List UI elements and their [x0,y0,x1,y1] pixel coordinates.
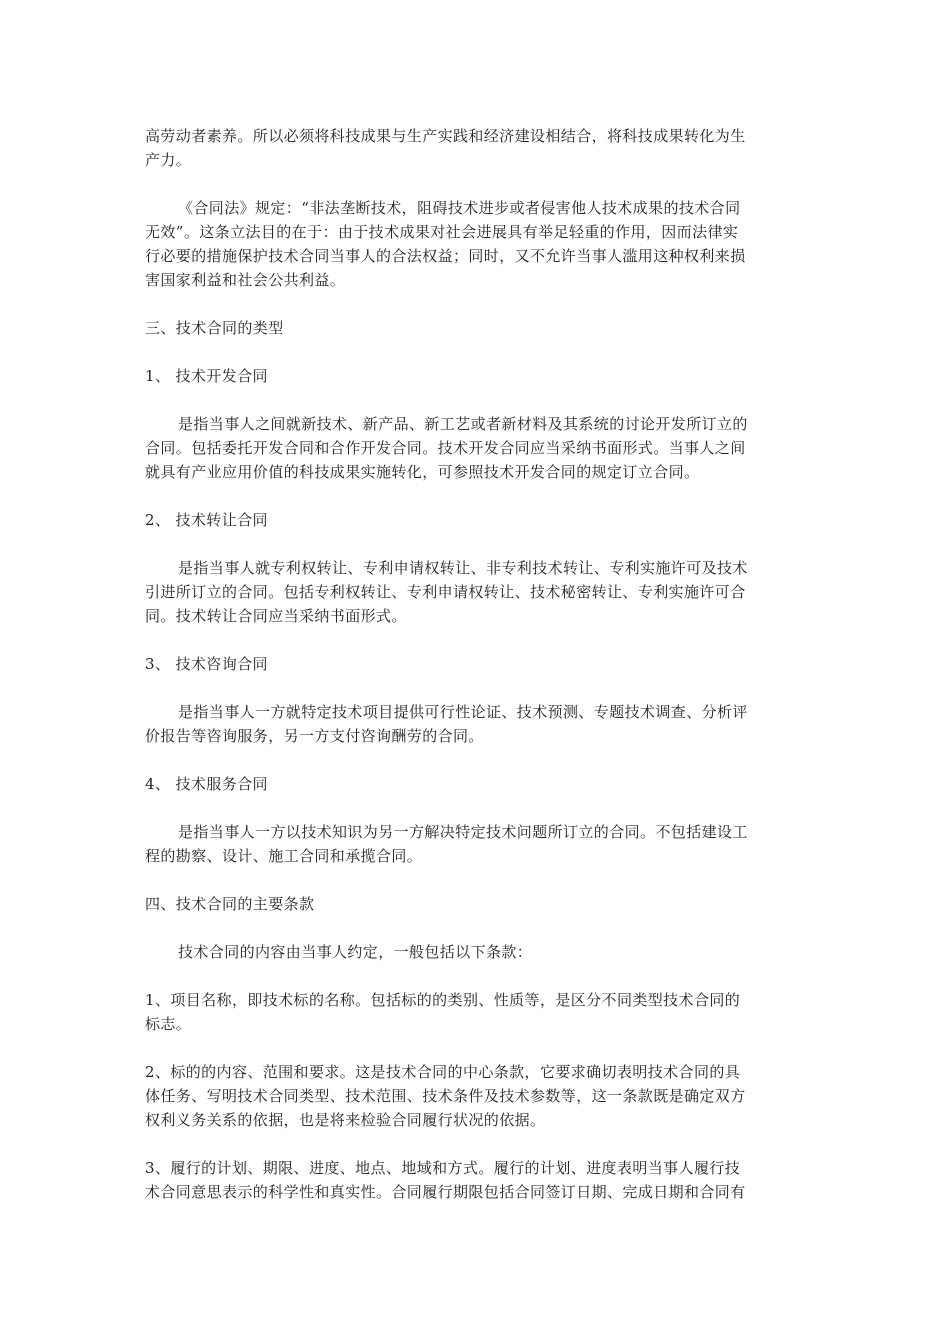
text-line: 行必要的措施保护技术合同当事人的合法权益；同时，又不允许当事人滥用这种权利来损 [145,247,746,265]
section-heading [145,772,805,796]
text-line: 高劳动者素养。所以必须将科技成果与生产实践和经济建设相结合，将科技成果转化为生 [145,127,746,145]
paragraph [145,412,805,484]
text-line: 是指当事人就专利权转让、专利申请权转让、非专利技术转让、专利实施许可及技术 [178,559,748,577]
paragraph [145,196,805,292]
section-heading [145,316,805,340]
paragraph [145,940,805,964]
text-line: 权利义务关系的依据，也是将来检验合同履行状况的依据。 [145,1111,546,1129]
paragraph-spacer [145,532,805,556]
text-line: 害国家利益和社会公共利益。 [145,271,346,289]
paragraph-spacer [145,1132,805,1156]
paragraph-spacer [145,796,805,820]
paragraph-spacer [145,748,805,772]
text-line: 合同。包括委托开发合同和合作开发合同。技术开发合同应当采纳书面形式。当事人之间 [145,439,746,457]
paragraph-spacer [145,388,805,412]
text-line: 《合同法》规定：“非法垄断技术，阻碍技术进步或者侵害他人技术成果的技术合同 [178,199,741,217]
paragraph [145,556,805,628]
paragraph-spacer [145,340,805,364]
section-heading [145,652,805,676]
text-line: 同。技术转让合同应当采纳书面形式。 [145,607,407,625]
paragraph [145,124,805,172]
text-line: 引进所订立的合同。包括专利权转让、专利申请权转让、技术秘密转让、专利实施许可合 [145,583,746,601]
paragraph-spacer [145,172,805,196]
paragraph-spacer [145,1036,805,1060]
text-line: 2、标的的内容、范围和要求。这是技术合同的中心条款，它要求确切表明技术合同的具 [145,1063,741,1081]
text-line: 技术合同的内容由当事人约定，一般包括以下条款： [178,943,533,961]
paragraph [145,820,805,868]
text-line: 价报告等咨询服务，另一方支付咨询酬劳的合同。 [145,727,484,745]
paragraph [145,1156,805,1204]
paragraph [145,988,805,1036]
paragraph [145,700,805,748]
paragraph-spacer [145,628,805,652]
text-line: 程的勘察、设计、施工合同和承揽合同。 [145,847,423,865]
text-line: 3、 技术咨询合同 [145,655,268,673]
paragraph-spacer [145,868,805,892]
text-line: 1、项目名称，即技术标的名称。包括标的的类别、性质等，是区分不同类型技术合同的 [145,991,741,1009]
paragraph-spacer [145,676,805,700]
text-line: 四、技术合同的主要条款 [145,895,315,913]
text-line: 无效”。这条立法目的在于：由于技术成果对社会进展具有举足轻重的作用，因而法律实 [145,223,739,241]
text-line: 是指当事人一方就特定技术项目提供可行性论证、技术预测、专题技术调查、分析评 [178,703,748,721]
paragraph-spacer [145,916,805,940]
text-line: 体任务、写明技术合同类型、技术范围、技术条件及技术参数等，这一条款既是确定双方 [145,1087,746,1105]
text-line: 是指当事人一方以技术知识为另一方解决特定技术问题所订立的合同。不包括建设工 [178,823,748,841]
section-heading [145,364,805,388]
text-line: 2、 技术转让合同 [145,511,268,529]
paragraph-spacer [145,484,805,508]
paragraph-spacer [145,964,805,988]
text-line: 是指当事人之间就新技术、新产品、新工艺或者新材料及其系统的讨论开发所订立的 [178,415,748,433]
text-line: 1、 技术开发合同 [145,367,268,385]
text-line: 标志。 [145,1015,192,1033]
text-line: 三、技术合同的类型 [145,319,284,337]
text-line: 产力。 [145,151,192,169]
text-line: 就具有产业应用价值的科技成果实施转化，可参照技术开发合同的规定订立合同。 [145,463,700,481]
text-line: 3、履行的计划、期限、进度、地点、地域和方式。履行的计划、进度表明当事人履行技 [145,1159,741,1177]
section-heading [145,508,805,532]
text-line: 术合同意思表示的科学性和真实性。合同履行期限包括合同签订日期、完成日期和合同有 [145,1183,746,1201]
paragraph [145,1060,805,1132]
section-heading [145,892,805,916]
text-line: 4、 技术服务合同 [145,775,268,793]
paragraph-spacer [145,292,805,316]
document-page [145,124,805,1204]
